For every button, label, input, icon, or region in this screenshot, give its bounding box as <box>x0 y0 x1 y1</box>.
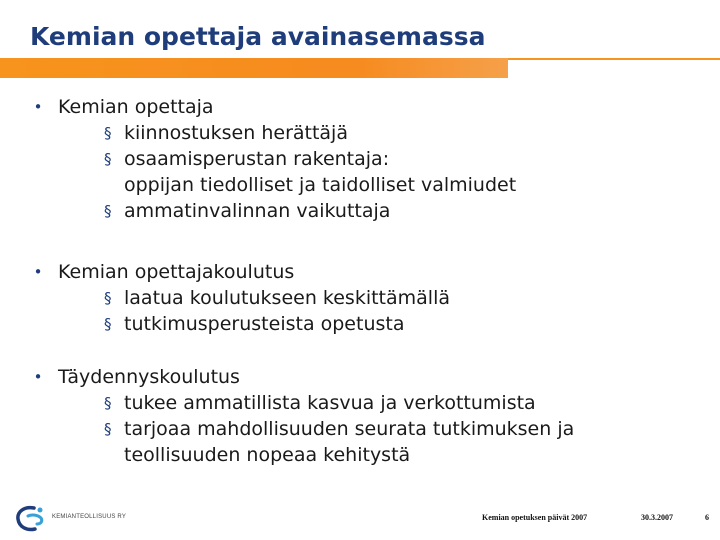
bullet-block-3 <box>30 364 574 468</box>
bullet-dot-icon: • <box>33 263 43 281</box>
logo-text: KEMIANTEOLLISUUS RY <box>52 514 127 520</box>
slide-footer <box>0 498 720 540</box>
square-bullet-icon: § <box>104 150 112 168</box>
footer-date: 30.3.2007 <box>641 513 673 522</box>
title-accent-bar <box>0 58 508 78</box>
bullet-block-1 <box>30 94 516 224</box>
bullet-item <box>30 364 574 390</box>
square-bullet-icon: § <box>104 315 112 333</box>
sub-item-text: tutkimusperusteista opetusta <box>124 313 405 335</box>
bullet-block-2 <box>30 259 450 337</box>
sub-item <box>30 390 574 416</box>
bullet-item <box>30 94 516 120</box>
bullet-text: Kemian opettajakoulutus <box>58 261 295 283</box>
sub-item <box>30 198 516 224</box>
bullet-dot-icon: • <box>33 98 43 116</box>
sub-item-text: ammatinvalinnan vaikuttaja <box>124 200 391 222</box>
bullet-text: Kemian opettaja <box>58 96 214 118</box>
slide-title: Kemian opettaja avainasemassa <box>30 22 486 51</box>
sub-item-text: tukee ammatillista kasvua ja verkottumista <box>124 392 536 414</box>
kemianteollisuus-logo-icon <box>14 504 48 534</box>
square-bullet-icon: § <box>104 124 112 142</box>
sub-item-continuation: oppijan tiedolliset ja taidolliset valmiudet <box>124 174 517 196</box>
square-bullet-icon: § <box>104 420 112 438</box>
sub-item <box>30 311 450 337</box>
square-bullet-icon: § <box>104 394 112 412</box>
square-bullet-icon: § <box>104 289 112 307</box>
sub-item-text: laatua koulutukseen keskittämällä <box>124 287 450 309</box>
sub-item-text: tarjoaa mahdollisuuden seurata tutkimuksen ja <box>124 418 575 440</box>
footer-page-number: 6 <box>705 513 709 522</box>
sub-item-text: osaamisperustan rakentaja: <box>124 148 390 170</box>
bullet-item <box>30 259 450 285</box>
square-bullet-icon: § <box>104 202 112 220</box>
title-area <box>0 0 720 78</box>
sub-item <box>30 146 516 172</box>
bullet-text: Täydennyskoulutus <box>58 366 240 388</box>
sub-item-text: kiinnostuksen herättäjä <box>124 122 348 144</box>
sub-item <box>30 416 574 442</box>
sub-item-continuation: teollisuuden nopeaa kehitystä <box>124 444 411 466</box>
bullet-dot-icon: • <box>33 368 43 386</box>
title-accent-line <box>508 58 720 60</box>
sub-item <box>30 120 516 146</box>
sub-item <box>30 285 450 311</box>
footer-event: Kemian opetuksen päivät 2007 <box>482 513 588 522</box>
